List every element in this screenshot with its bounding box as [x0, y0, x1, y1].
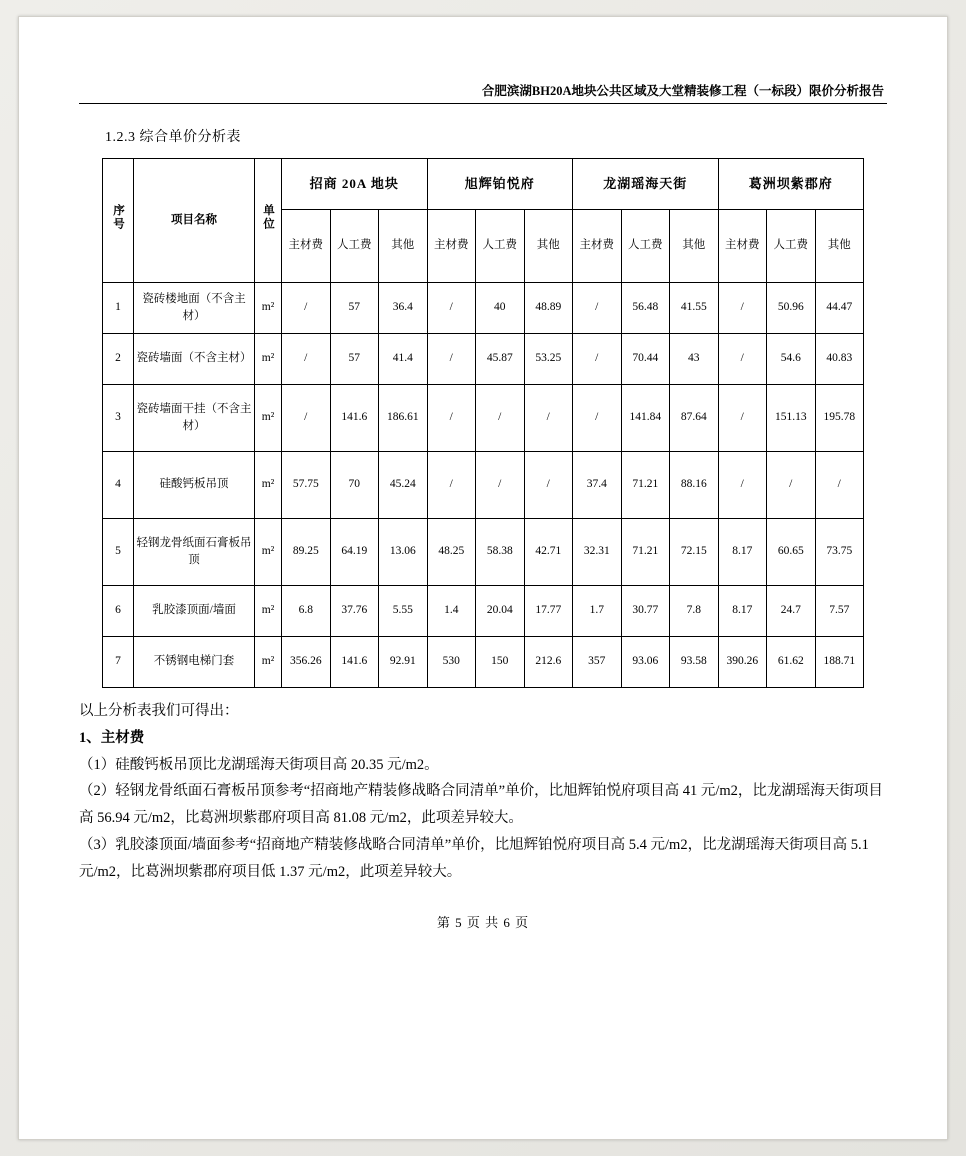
table-row: [103, 586, 864, 637]
cell-value: 41.4: [379, 334, 428, 385]
analysis-body: [79, 698, 887, 886]
cell-value: 89.25: [282, 519, 331, 586]
cell-name: 硅酸钙板吊顶: [134, 452, 255, 519]
cell-name: 乳胶漆顶面/墙面: [134, 586, 255, 637]
cell-unit: m²: [255, 283, 282, 334]
cell-value: /: [282, 385, 331, 452]
table-body: [103, 283, 864, 688]
cell-value: 87.64: [670, 385, 719, 452]
cell-unit: m²: [255, 637, 282, 688]
header-cell-seq: 序号: [103, 159, 134, 283]
cell-value: /: [718, 385, 767, 452]
cell-value: 50.96: [767, 283, 816, 334]
cell-value: /: [427, 283, 476, 334]
cell-value: 42.71: [524, 519, 573, 586]
cell-value: 32.31: [573, 519, 622, 586]
page-shadow: [18, 16, 948, 1140]
header-group-0: 招商 20A 地块: [282, 159, 428, 210]
cell-value: 1.4: [427, 586, 476, 637]
cell-value: /: [524, 452, 573, 519]
cell-value: /: [427, 452, 476, 519]
header-group-1: 旭辉铂悦府: [427, 159, 573, 210]
cell-value: 37.4: [573, 452, 622, 519]
cell-seq: 5: [103, 519, 134, 586]
table-row: [103, 283, 864, 334]
cell-value: 6.8: [282, 586, 331, 637]
cell-value: 54.6: [767, 334, 816, 385]
cell-value: 57: [330, 334, 379, 385]
page-header-title: 合肥滨湖BH20A地块公共区域及大堂精装修工程（一标段）限价分析报告: [481, 84, 884, 98]
cell-value: /: [718, 452, 767, 519]
cell-value: 57: [330, 283, 379, 334]
table-header: [103, 159, 864, 283]
cell-seq: 6: [103, 586, 134, 637]
cell-value: /: [815, 452, 864, 519]
cell-value: /: [427, 334, 476, 385]
header-sub-3-2: 其他: [815, 210, 864, 283]
cell-value: 93.06: [621, 637, 670, 688]
cell-value: 60.65: [767, 519, 816, 586]
cell-value: 357: [573, 637, 622, 688]
table-header-row-groups: [103, 159, 864, 210]
cell-value: 30.77: [621, 586, 670, 637]
cell-value: 5.55: [379, 586, 428, 637]
cell-name: 瓷砖墙面干挂（不含主材）: [134, 385, 255, 452]
body-lead: 以上分析表我们可得出：: [79, 703, 239, 719]
body-item-1: （1）硅酸钙板吊顶比龙湖瑶海天街项目高 20.35 元/m2。: [79, 756, 439, 773]
cell-value: 48.25: [427, 519, 476, 586]
cell-value: 48.89: [524, 283, 573, 334]
cell-value: 141.6: [330, 637, 379, 688]
table-row: [103, 519, 864, 586]
cell-value: 44.47: [815, 283, 864, 334]
cell-value: 40: [476, 283, 525, 334]
cell-value: 93.58: [670, 637, 719, 688]
document-page: [19, 17, 947, 1139]
cell-value: /: [524, 385, 573, 452]
cell-value: 70.44: [621, 334, 670, 385]
cell-value: 530: [427, 637, 476, 688]
header-divider: [79, 103, 887, 104]
cell-value: 212.6: [524, 637, 573, 688]
cell-value: 71.21: [621, 452, 670, 519]
header-cell-name: 项目名称: [134, 159, 255, 283]
cell-unit: m²: [255, 334, 282, 385]
cell-value: 41.55: [670, 283, 719, 334]
header-sub-2-0: 主材费: [573, 210, 622, 283]
cell-value: /: [573, 385, 622, 452]
header-sub-3-1: 人工费: [767, 210, 816, 283]
cell-value: 7.57: [815, 586, 864, 637]
cell-value: 1.7: [573, 586, 622, 637]
cell-value: 20.04: [476, 586, 525, 637]
cell-value: /: [427, 385, 476, 452]
cell-value: 70: [330, 452, 379, 519]
body-item-2: （2）轻钢龙骨纸面石膏板吊顶参考“招商地产精装修战略合同清单”单价，比旭辉铂悦府项目高 41 元/m2，比龙湖瑶海天街项目高 56.94 元/m2，比葛洲坝紫郡府项目高 81.08 元/m2，此项差异较大。: [79, 783, 883, 827]
header-sub-1-0: 主材费: [427, 210, 476, 283]
cell-unit: m²: [255, 452, 282, 519]
cell-value: 88.16: [670, 452, 719, 519]
cell-value: 356.26: [282, 637, 331, 688]
cell-value: /: [767, 452, 816, 519]
cell-value: /: [282, 283, 331, 334]
cell-value: /: [573, 283, 622, 334]
cell-value: 43: [670, 334, 719, 385]
table-row: [103, 637, 864, 688]
cell-value: 36.4: [379, 283, 428, 334]
cell-value: 57.75: [282, 452, 331, 519]
table-row: [103, 334, 864, 385]
cell-unit: m²: [255, 519, 282, 586]
cell-seq: 2: [103, 334, 134, 385]
table-row: [103, 385, 864, 452]
cell-value: /: [718, 334, 767, 385]
cell-value: 7.8: [670, 586, 719, 637]
cell-value: 24.7: [767, 586, 816, 637]
cell-value: 40.83: [815, 334, 864, 385]
cell-seq: 3: [103, 385, 134, 452]
header-cell-unit: 单位: [255, 159, 282, 283]
cell-seq: 4: [103, 452, 134, 519]
cell-value: /: [718, 283, 767, 334]
header-group-2: 龙湖瑶海天街: [573, 159, 719, 210]
cell-name: 瓷砖墙面（不含主材）: [134, 334, 255, 385]
body-heading-1: 1、主材费: [79, 729, 145, 746]
header-sub-2-2: 其他: [670, 210, 719, 283]
cell-value: 195.78: [815, 385, 864, 452]
section-heading: 1.2.3 综合单价分析表: [105, 130, 241, 145]
cell-value: 141.6: [330, 385, 379, 452]
cell-value: 8.17: [718, 586, 767, 637]
cell-value: 186.61: [379, 385, 428, 452]
cell-value: 141.84: [621, 385, 670, 452]
cell-value: 390.26: [718, 637, 767, 688]
cell-value: /: [282, 334, 331, 385]
unit-price-analysis-table: [102, 158, 864, 688]
header-sub-2-1: 人工费: [621, 210, 670, 283]
cell-name: 瓷砖楼地面（不含主材）: [134, 283, 255, 334]
page-footer: 第 5 页 共 6 页: [436, 914, 530, 930]
cell-value: 92.91: [379, 637, 428, 688]
table-row: [103, 452, 864, 519]
header-group-3: 葛洲坝紫郡府: [718, 159, 864, 210]
cell-seq: 7: [103, 637, 134, 688]
cell-name: 轻钢龙骨纸面石膏板吊顶: [134, 519, 255, 586]
cell-value: 150: [476, 637, 525, 688]
header-sub-3-0: 主材费: [718, 210, 767, 283]
cell-value: 37.76: [330, 586, 379, 637]
cell-value: 17.77: [524, 586, 573, 637]
cell-value: 71.21: [621, 519, 670, 586]
cell-value: 64.19: [330, 519, 379, 586]
header-sub-0-2: 其他: [379, 210, 428, 283]
cell-value: 45.87: [476, 334, 525, 385]
cell-value: /: [476, 385, 525, 452]
header-sub-1-2: 其他: [524, 210, 573, 283]
cell-value: 56.48: [621, 283, 670, 334]
cell-value: 72.15: [670, 519, 719, 586]
cell-value: 45.24: [379, 452, 428, 519]
cell-value: 188.71: [815, 637, 864, 688]
cell-value: 151.13: [767, 385, 816, 452]
cell-unit: m²: [255, 385, 282, 452]
cell-value: 8.17: [718, 519, 767, 586]
cell-value: 73.75: [815, 519, 864, 586]
cell-value: 13.06: [379, 519, 428, 586]
header-sub-1-1: 人工费: [476, 210, 525, 283]
cell-value: 61.62: [767, 637, 816, 688]
cell-value: 58.38: [476, 519, 525, 586]
cell-seq: 1: [103, 283, 134, 334]
cell-value: /: [476, 452, 525, 519]
cell-value: 53.25: [524, 334, 573, 385]
header-sub-0-1: 人工费: [330, 210, 379, 283]
header-sub-0-0: 主材费: [282, 210, 331, 283]
body-item-3: （3）乳胶漆顶面/墙面参考“招商地产精装修战略合同清单”单价，比旭辉铂悦府项目高 5.4 元/m2，比龙湖瑶海天街项目高 5.1 元/m2，比葛洲坝紫郡府项目低 1.37 元/m2，此项差异较大。: [79, 837, 869, 880]
cell-value: /: [573, 334, 622, 385]
cell-unit: m²: [255, 586, 282, 637]
cell-name: 不锈钢电梯门套: [134, 637, 255, 688]
